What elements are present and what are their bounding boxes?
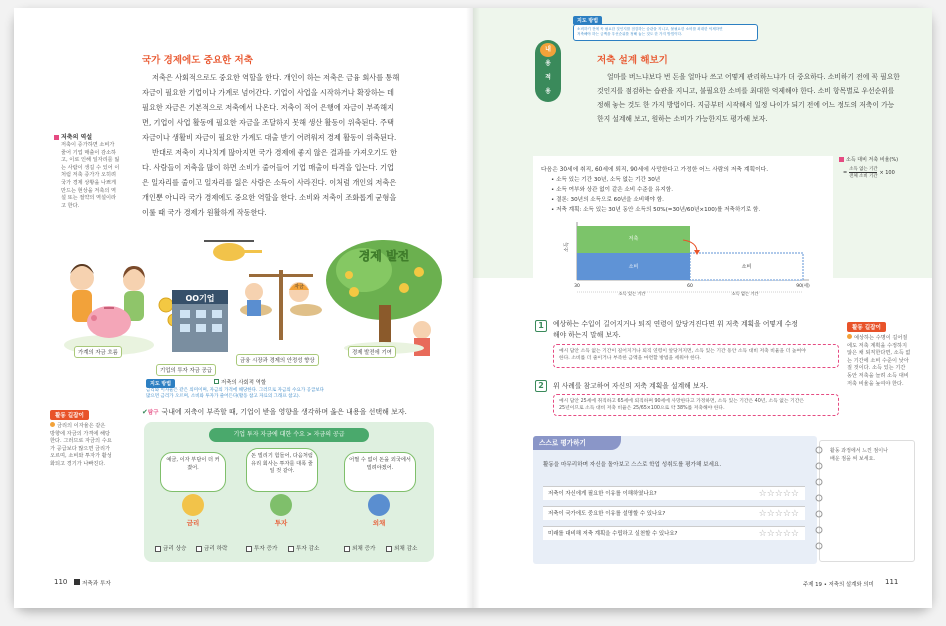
- bubble-interest: 예금, 이자 부담이 더 커졌어.: [160, 452, 226, 492]
- rating-stars-1[interactable]: ☆☆☆☆☆: [758, 489, 799, 499]
- eval-row-2: 저축이 국가에도 중요한 이유를 설명할 수 있나요? ☆☆☆☆☆: [543, 506, 805, 520]
- footer-right: 주제 19 • 저축의 설계와 의미: [803, 582, 874, 588]
- margin-note: 저축의 역설 저축이 증가하면 소비가 줄어 기업 매출이 감소하 고, 이로 인해 일자리를 잃 는 사람이 생길 수 있어 이 처럼 저축 증가가 오히려 국가 경제 상황을 나쁘게 만드는 현상을 저축의 역 설 또는 절약의 역설이라 고 한다.: [54, 132, 126, 210]
- consumption-label-1: 소비: [628, 264, 639, 270]
- answer-1-box[interactable]: 예시 답안 소득 없는 기간이 길어지거나 퇴직 연령이 앞당겨지면, 소득 있는 기간 동안 소득 대비 저축 비율을 더 높여야 한다. 소비를 더 줄이거나 부족한 금액을 마련할 방법을 세워야 한다.: [553, 344, 839, 368]
- saving-label: 저축: [628, 236, 639, 242]
- rating-stars-2[interactable]: ☆☆☆☆☆: [758, 509, 799, 519]
- label-investment: 투자: [274, 519, 288, 527]
- helmet-sign: 자금: [294, 284, 304, 290]
- caption-investment: 기업의 투자 자금 공급: [156, 364, 216, 376]
- coin-icon: [182, 494, 204, 516]
- caption-development: 경제 발전에 기여: [348, 346, 396, 358]
- checkmark-icon: ✔: [142, 408, 148, 416]
- guide-box: 소비하기 전에 꼭 필요한 것인지를 점검하는 습관을 지니고, 불필요한 소비를 최대한 억제하면 저축해야 하는 금액을 우선순위를 정해 놓는 것도 한 가지 방법이다.: [573, 24, 758, 41]
- answer-2-box[interactable]: 예시 답안 25세에 취직하고 65세에 퇴직하며 90세에 사망한다고 가정하면, 소득 있는 기간은 40년, 소득 없는 기간은 25년이므로 소득 대비 저축 비율은 25/65×100으로 약 38%를 저축해야 한다.: [553, 394, 839, 416]
- activity-tag-right: 활동 길잡이: [847, 322, 886, 332]
- note-marker-icon: [54, 135, 59, 140]
- question-2-badge: 2: [535, 380, 547, 392]
- tick-60: 60: [687, 284, 693, 289]
- label-foreign-debt: 외채: [372, 519, 386, 527]
- task-line: ✔탐구 국내에 저축이 부족할 때, 기업이 받을 영향을 생각하며 옳은 내용을 선택해 보자.: [142, 408, 407, 416]
- book-spine: [466, 8, 480, 608]
- notebook-spiral-icon: [813, 442, 825, 562]
- unit-tab: 내 용 적 용: [535, 40, 561, 102]
- footer-left: 저축과 투자: [74, 579, 111, 587]
- bullet-icon: [50, 422, 55, 427]
- savings-rate-formula: 소득 대비 저축 비율(%) = 소득 없는 기간 전체 소비 기간 × 100: [839, 156, 919, 179]
- body-text: 저축은 사회적으로도 중요한 역할을 한다. 개인이 하는 저축은 금융 회사를 통해 자금이 필요한 기업이나 가계로 넘어간다. 기업이 사업을 시작하거나 확장하는 데 필요한 자금은 기본적으로 저축에서 나온다. 저축이 적어 은행에 자금이 부족해지 면, 기업이 사업 활동에 필요한 자금을 조달하지 못해 생산 활동이 위축된다. 주택 자금이나 생활비 자금이 필요한 가계도 대출 받기 어려워져 경제 활동이 위축된다. 반대로 저축이 지나치게 많아지면 국가 경제에 좋지 않은 결과를 가져오기도 한 다. 사람들이 저축을 많이 하면 소비가 줄어들어 기업 매출이 타격을 입는다. 기업 은 일자리를 줄이고 일자리를 잃은 사람은 소득이 사라진다. 이처럼 개인의 저축은 개인뿐 아니라 국가 경제에도 중요한 역할을 한다. 소비와 저축이 조화롭게 균형을 이룰 때 국가 경제가 원활하게 작동한다.: [142, 73, 400, 217]
- legend: 저축의 사회적 역할: [214, 378, 266, 386]
- check-investment-down[interactable]: 투자 감소: [288, 544, 319, 552]
- eval-row-3: 미래를 대비해 저축 계획을 수립하고 실천할 수 있나요? ☆☆☆☆☆: [543, 526, 805, 540]
- savings-diagram: [565, 220, 815, 300]
- left-page: [14, 8, 473, 608]
- activity-text-right: 예상하는 수명이 길어질 에도 저축 계획을 수정하지 않은 채 퇴직한다면, 소득 없 는 기간에 소비 수준이 낮아 질 것이다. 소득 있는 기간 동안 저축을 늘려 소득 대비 저축 비율을 높여야 한다.: [847, 335, 911, 387]
- page-number-right: 111: [885, 578, 899, 586]
- check-debt-down[interactable]: 외채 감소: [386, 544, 417, 552]
- activity-box: [144, 422, 434, 562]
- definition-text: 금리와 이자율은 같은 의미이며, 자금의 가격에 해당한다. 그러므로 자금의 수요가 공급보다 많으면 금리가 오르며, 소비와 투자가 줄어든다(활동 참고 자료의 그래프 참고).: [146, 388, 325, 399]
- bubble-investment: 돈 빌리기 힘들어, 다음처럼 유리 회사는 투자를 대폭 줄일 것 같아.: [246, 448, 318, 492]
- tick-90: 90(세): [796, 284, 810, 289]
- question-2-text: 위 사례를 참고하여 자신의 저축 계획을 설계해 보자.: [553, 382, 709, 390]
- caption-household: 가계의 자금 흐름: [74, 346, 122, 358]
- consumption-label-2: 소비: [741, 264, 752, 270]
- section-title: 국가 경제에도 중요한 저축: [142, 55, 253, 66]
- check-interest-up[interactable]: 금리 상승: [155, 544, 186, 552]
- definition-tag: 지도 방법: [146, 379, 175, 388]
- period-without-income: 소득 없는 기간: [731, 291, 759, 296]
- self-eval-intro: 활동을 마무리하며 자신을 돌아보고 스스로 학업 성취도를 평가해 보세요.: [543, 462, 722, 468]
- bubble-foreign-debt: 어쩔 수 없이 돈을 외국에서 빌려야겠어.: [344, 452, 416, 492]
- check-debt-up[interactable]: 외채 증가: [344, 544, 375, 552]
- self-eval-title: 스스로 평가하기: [533, 436, 621, 450]
- scenario-box: 다음은 30세에 취직, 60세에 퇴직, 90세에 사망한다고 가정한 어느 사람의 저축 계획이다. • 소득 있는 기간 30년, 소득 없는 기간 30년 • 소득 여부와 상관 없이 같은 소비 수준을 유지함. • 결론: 30년의 소득으로 60년을 소비해야 함. • 저축 계획: 소득 있는 30년 동안 소득의 50%(=30년/60년×100)를 저축하기로 함.: [533, 156, 833, 294]
- activity-tag-left: 활동 길잡이: [50, 410, 89, 420]
- question-1-text: 예상하는 수입이 길어지거나 퇴직 연령이 앞당겨진다면 위 저축 계획을 어떻게 수정 해야 하는지 말해 보자.: [553, 320, 798, 339]
- question-1-badge: 1: [535, 320, 547, 332]
- eval-row-1: 저축이 자신에게 필요한 이유를 이해하였나요? ☆☆☆☆☆: [543, 486, 805, 500]
- page-number-left: 110: [54, 578, 68, 586]
- diagram-bars: [577, 226, 803, 280]
- memo-notebook[interactable]: 활동 과정에서 느낀 점이나 배운 점을 써 보세요.: [819, 440, 915, 562]
- right-page: [473, 8, 932, 608]
- footer-marker-icon: [74, 579, 80, 585]
- y-axis-label: 소득: [564, 242, 570, 252]
- activity-text-left: 금리의 이자율은 같은 방향에 자금의 가격에 해당 한다. 그러므로 자금의 수요 가 공급보다 많으면 금리가 오르며, 소비와 투자가 활성 화되고 경기가 나빠진다.: [50, 423, 112, 467]
- guide-tag: 지도 방법: [573, 16, 602, 25]
- section-title-right: 저축 설계 해보기: [597, 55, 668, 66]
- legend-box-icon: [214, 379, 219, 384]
- bullet-icon: [847, 334, 852, 339]
- body-text-right: 얼마를 버느냐보다 번 돈을 얼마나 쓰고 어떻게 관리하느냐가 더 중요하다. 소비하기 전에 꼭 필요한 것인지를 점검하는 습관을 지니고, 불필요한 소비를 최대한 억제해야 한다. 소비 항목별로 우선순위를 정해 놓는 것도 한 가지 방법이다. 지금부터 시작해서 일정 나이가 되기 전에 어느 정도의 저축이 가능 한지 설계해 보고, 원하는 소비가 가능한지도 평가해 보자.: [597, 73, 900, 123]
- textbook-spread: [14, 8, 932, 608]
- tick-30: 30: [574, 284, 580, 289]
- money-growth-icon: [270, 494, 292, 516]
- period-with-income: 소득 있는 기간: [618, 291, 646, 296]
- activity-box-header: 기업 투자 자금에 대한 수요 > 자금의 공급: [209, 428, 369, 442]
- check-investment-up[interactable]: 투자 증가: [246, 544, 277, 552]
- caption-stability: 금융 시장과 경제의 안정성 향상: [236, 354, 319, 366]
- bank-icon: [368, 494, 390, 516]
- label-interest: 금리: [186, 519, 200, 527]
- check-interest-down[interactable]: 금리 하락: [196, 544, 227, 552]
- tree-banner: 경제 발전: [358, 249, 410, 263]
- company-sign: OO기업: [185, 294, 215, 303]
- formula-marker-icon: [839, 157, 844, 162]
- rating-stars-3[interactable]: ☆☆☆☆☆: [758, 529, 799, 539]
